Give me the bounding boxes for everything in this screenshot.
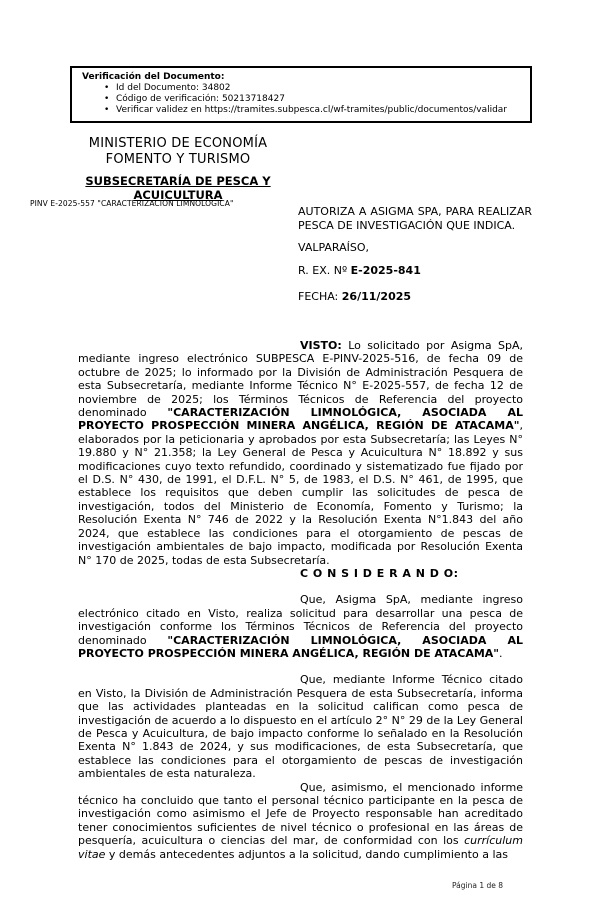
file-reference: PINV E-2025-557 "CARACTERIZACIÓN LIMNOLÓGICA" — [30, 199, 234, 208]
considerando-paragraph-2: Que, mediante Informe Técnico citado en Visto, la División de Administración Pesquera de esta Subsecretaría, informa que las actividades planteadas en la solicitud califican como pesca de investigación de acuerdo a lo dispuesto en el artículo 2° N° 29 de la Ley General de Pesca y Acuicultura, de bajo impacto conforme lo señalado en la Resolución Exenta N° 1.843 de 2024, y sus modificaciones, de esta Subsecretaría, que establece las condiciones para el otorgamiento de pescas de investigación ambientales de esta naturaleza. — [78, 673, 523, 781]
resolution-header — [298, 205, 532, 304]
considerando-heading: C O N S I D E R A N D O: — [300, 566, 459, 580]
paragraph-text: y demás antecedentes adjuntos a la solicitud, dando cumplimiento a las — [105, 847, 508, 861]
considerando-paragraph-3 — [78, 781, 523, 861]
visto-label: VISTO: — [300, 339, 342, 352]
verification-item-text: Código de verificación: 50213718427 — [116, 94, 285, 104]
ministry-name-line2: FOMENTO Y TURISMO — [105, 152, 251, 167]
date-label: FECHA: — [298, 290, 342, 303]
verification-box — [70, 66, 532, 123]
subsecretaria-title: SUBSECRETARÍA DE PESCA Y ACUICULTURA — [85, 174, 271, 202]
verification-item-code — [104, 94, 526, 105]
resolution-number-line — [298, 264, 532, 278]
paragraph-text: Que, Asigma SpA, mediante ingreso electrónico citado en Visto, realiza solicitud para desarrollar una pesca de investigación conforme los Términos Técnicos de Referencia del proyecto denominado — [78, 593, 523, 647]
curriculum-vitae-italic: currículum vitae — [78, 834, 523, 861]
resolution-title: AUTORIZA A ASIGMA SPA, PARA REALIZAR PESCA DE INVESTIGACIÓN QUE INDICA. — [298, 205, 532, 232]
bullet-icon: • — [104, 83, 110, 93]
verification-item-document-id — [104, 83, 526, 94]
verification-title: Verificación del Documento: — [82, 72, 225, 82]
visto-text-2: , elaborados por la peticionaria y aprobados por esta Subsecretaría; las Leyes N° 19.880 y N° 21.358; la Ley General de Pesca y Acuicultura N° 18.892 y sus modificaciones cuyo texto refundido, coordinado y sistematizado fue fijado por el D.S. N° 430, de 1991, el D.F.L. N° 5, de 1983, el D.S. N° 461, de 1995, que establece los requisitos que deben cumplir las solicitudes de pesca de investigación, todos del Ministerio de Economía, Fomento y Turismo; la Resolución Exenta N° 746 de 2022 y la Resolución Exenta N°1.843 del año 2024, que establece las condiciones para el otorgamiento de pescas de investigación ambientales de bajo impacto, modificada por Resolución Exenta N° 170 de 2025, todas de esta Subsecretaría. — [78, 419, 523, 567]
bullet-icon: • — [104, 94, 110, 104]
paragraph-text: Que, asimismo, el mencionado informe técnico ha concluido que tanto el personal técnico participante en la pesca de investigación como asimismo el Jefe de Proyecto responsable han acreditado tener conocimientos suficientes de nivel técnico o profesional en las áreas de pesquería, acuicultura o ciencias del mar, de conformidad con los — [78, 780, 523, 848]
org-header — [42, 136, 314, 202]
rex-label: R. EX. Nº — [298, 263, 351, 277]
bullet-icon: • — [104, 105, 110, 115]
document-body — [78, 339, 523, 861]
resolution-city: VALPARAÍSO, — [298, 241, 370, 254]
verification-list — [82, 83, 526, 116]
rex-number: E-2025-841 — [350, 263, 421, 277]
considerando-paragraph-1 — [78, 593, 523, 660]
resolution-date-line — [298, 290, 532, 304]
visto-text-1: Lo solicitado por Asigma SpA, mediante ingreso electrónico SUBPESCA E-PINV-2025-516, de fecha 09 de octubre de 2025; lo informado por la División de Administración Pesquera de esta Subsecretaría, mediante Informe Técnico N° E-2025-557, de fecha 12 de noviembre de 2025; los Términos Técnicos de Referencia del proyecto denominado — [78, 339, 523, 420]
page-number: Página 1 de 8 — [452, 881, 504, 890]
visto-project-title: "CARACTERIZACIÓN LIMNOLÓGICA, ASOCIADA AL PROYECTO PROSPECCIÓN MINERA ANGÉLICA, REGIÓN DE ATACAMA" — [78, 406, 523, 433]
visto-paragraph — [78, 339, 523, 567]
ministry-name-line1: MINISTERIO DE ECONOMÍA — [88, 136, 268, 151]
paragraph-text: . — [499, 646, 503, 660]
verification-item-text: Id del Documento: 34802 — [116, 83, 231, 93]
verification-url-text: Verificar validez en https://tramites.subpesca.cl/wf-tramites/public/documentos/validar — [116, 105, 508, 115]
verification-item-url — [104, 105, 526, 116]
date-value: 26/11/2025 — [341, 290, 412, 303]
project-title: "CARACTERIZACIÓN LIMNOLÓGICA, ASOCIADA AL PROYECTO PROSPECCIÓN MINERA ANGÉLICA, REGIÓN DE ATACAMA" — [78, 633, 523, 660]
